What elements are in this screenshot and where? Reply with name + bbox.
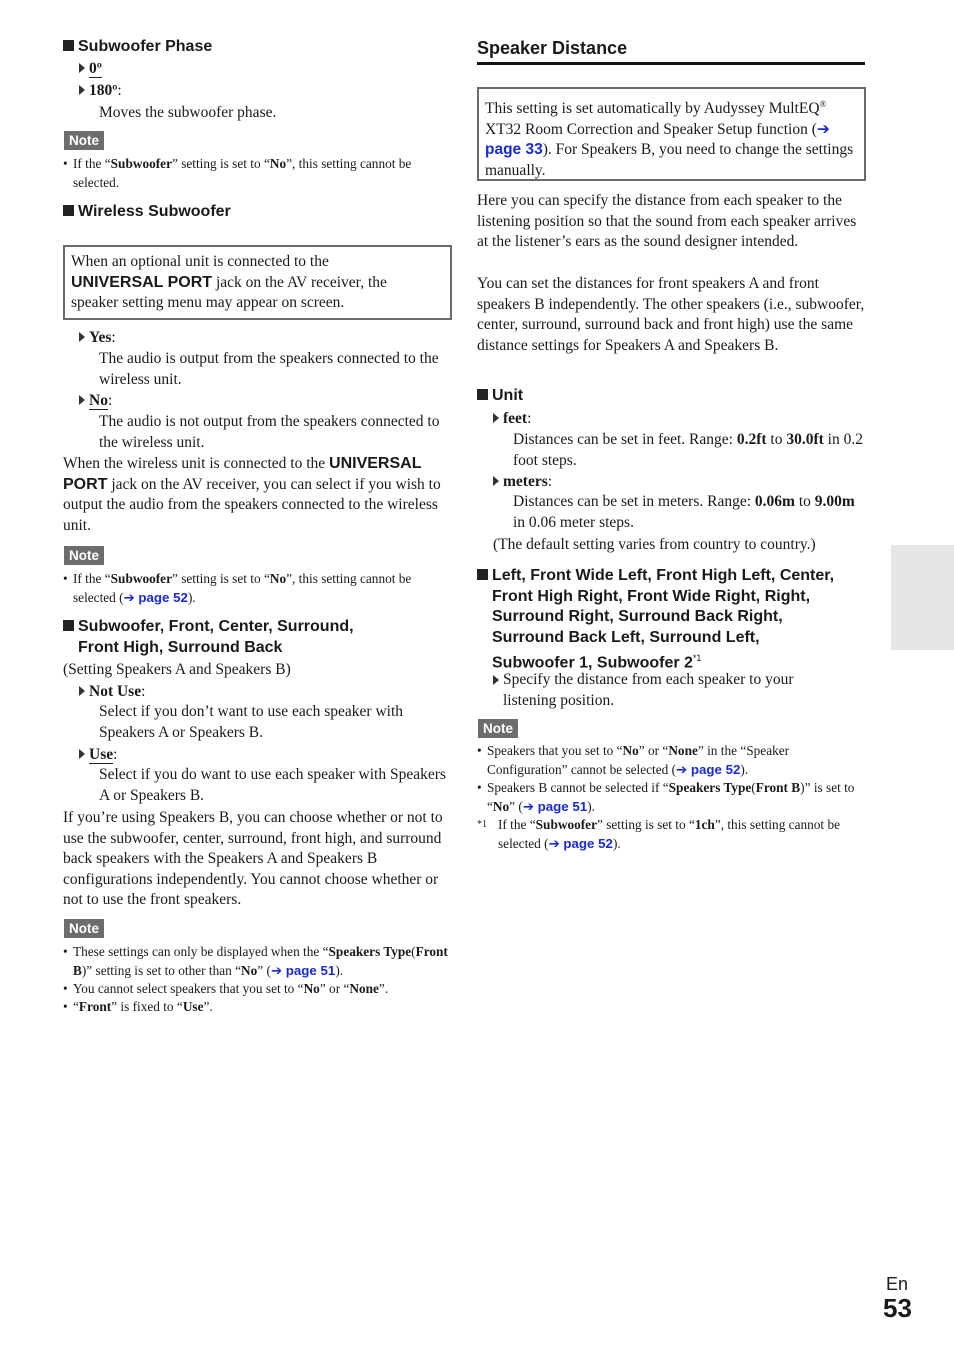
unit-heading: Unit [477, 386, 523, 407]
option-meters-desc: Distances can be set in meters. Range: 0.06m to 9.00m in 0.06 meter steps. [513, 493, 855, 531]
page-link[interactable]: ➔ page 51 [270, 962, 336, 978]
note-label: Note [64, 131, 104, 150]
page-link[interactable]: ➔ page 52 [123, 589, 188, 605]
page-link[interactable]: ➔ page 51 [522, 798, 588, 814]
option-feet-desc: Distances can be set in feet. Range: 0.2ft to 30.0ft in 0.2 foot steps. [513, 431, 863, 469]
note-bullet: • If the “Subwoofer” setting is set to “No”, this setting cannot be selected. [63, 156, 412, 190]
square-bullet-icon [63, 205, 74, 216]
speakers-heading: Left, Front Wide Left, Front High Left, Center, Front High Right, Front Wide Right, Right, Surround Right, Surround Back Right, Surround Back Left, Surround Left, Subwoofer 1, Subwoofer 2$^{*1}$ [477, 566, 834, 674]
triangle-bullet-icon [79, 686, 85, 696]
language-label: En [886, 1274, 909, 1294]
setting-speakers-sub: (Setting Speakers A and Speakers B) [63, 661, 291, 678]
triangle-bullet-icon [79, 749, 85, 759]
option-use-desc: Select if you do want to use each speaker with Speakers A or Speakers B. [99, 766, 446, 804]
distance-paragraph-2: You can set the distances for front speakers A and front speakers B independently. The other speakers (i.e., subwoofer, center, surround, surround back and front high) use the same distance settings for Speakers A and Speakers B. [477, 275, 865, 354]
note-bullet: • You cannot select speakers that you set to “No” or “None”. [63, 981, 389, 996]
wireless-info-box: When an optional unit is connected to the UNIVERSAL PORT jack on the AV receiver, the speaker setting menu may appear on screen. [63, 245, 452, 320]
option-meters: meters: [493, 472, 552, 493]
square-bullet-icon [477, 389, 488, 400]
note-bullet: • “Front” is fixed to “Use”. [63, 999, 213, 1014]
page-link[interactable]: ➔ page 52 [676, 761, 741, 777]
auto-setting-box: This setting is set automatically by Audyssey MultEQ® XT32 Room Correction and Speaker Setup function (➔ page 33). For Speakers B, you need to change the settings manually. [477, 87, 866, 181]
subwoofer-phase-desc: Moves the subwoofer phase. [99, 104, 277, 121]
side-tab [891, 545, 954, 650]
note-bullet: • These settings can only be displayed when the “Speakers Type(Front B)” setting is set to other than “No” (➔ page 51). [63, 944, 448, 978]
triangle-bullet-icon [493, 413, 499, 423]
title-rule [477, 62, 865, 65]
square-bullet-icon [63, 620, 74, 631]
option-feet: feet: [493, 409, 531, 430]
triangle-bullet-icon [493, 675, 499, 685]
triangle-bullet-icon [79, 85, 85, 95]
option-0deg: 0º [79, 59, 102, 80]
option-not-use-desc: Select if you don’t want to use each speaker with Speakers A or Speakers B. [99, 703, 404, 741]
subwoofer-front-center-heading: Subwoofer, Front, Center, Surround, Front High, Surround Back [63, 617, 354, 658]
note-label: Note [64, 919, 104, 938]
square-bullet-icon [63, 40, 74, 51]
square-bullet-icon [477, 569, 488, 580]
option-yes-desc: The audio is output from the speakers connected to the wireless unit. [99, 350, 439, 388]
wireless-paragraph: When the wireless unit is connected to the UNIVERSAL PORT jack on the AV receiver, you can select if you wish to output the audio from the speakers connected to the wireless unit. [63, 455, 441, 534]
option-yes: Yes: [79, 328, 116, 349]
note-bullet: • Speakers B cannot be selected if “Speakers Type(Front B)” is set to “No” (➔ page 51). [477, 780, 855, 814]
speakers-desc: Specify the distance from each speaker to your listening position. [493, 670, 845, 711]
option-180deg: 180º: [79, 81, 122, 102]
triangle-bullet-icon [79, 395, 85, 405]
triangle-bullet-icon [79, 63, 85, 73]
option-no: No: [79, 391, 112, 412]
page-link[interactable]: ➔ page 33 [485, 120, 830, 159]
option-not-use: Not Use: [79, 682, 145, 703]
triangle-bullet-icon [79, 332, 85, 342]
page-link[interactable]: ➔ page 52 [548, 835, 613, 851]
distance-paragraph-1: Here you can specify the distance from each speaker to the listening position so that the sound from each speaker arrives at the listener’s ears as the sound designer intended. [477, 192, 857, 250]
note-label: Note [478, 719, 518, 738]
note-bullet: • If the “Subwoofer” setting is set to “No”, this setting cannot be selected (➔ page 52). [63, 571, 412, 605]
page-title: Speaker Distance [477, 38, 628, 58]
note-bullet: • Speakers that you set to “No” or “None” in the “Speaker Configuration” cannot be selected (➔ page 52). [477, 743, 790, 777]
option-no-desc: The audio is not output from the speakers connected to the wireless unit. [99, 413, 440, 451]
footnote: *1 If the “Subwoofer” setting is set to “1ch”, this setting cannot be selected (➔ page 52). [477, 817, 840, 851]
option-use: Use: [79, 745, 117, 766]
default-note: (The default setting varies from country to country.) [493, 536, 816, 553]
subwoofer-phase-heading: Subwoofer Phase [63, 37, 212, 58]
triangle-bullet-icon [493, 476, 499, 486]
speakers-b-paragraph: If you’re using Speakers B, you can choose whether or not to use the subwoofer, center, surround, front high, and surround back speakers with the Speakers A and Speakers B configurations independently. You cannot choose whether or not to use the front speakers. [63, 809, 443, 908]
page-number: 53 [883, 1293, 912, 1323]
note-label: Note [64, 546, 104, 565]
wireless-subwoofer-heading: Wireless Subwoofer [63, 202, 231, 223]
